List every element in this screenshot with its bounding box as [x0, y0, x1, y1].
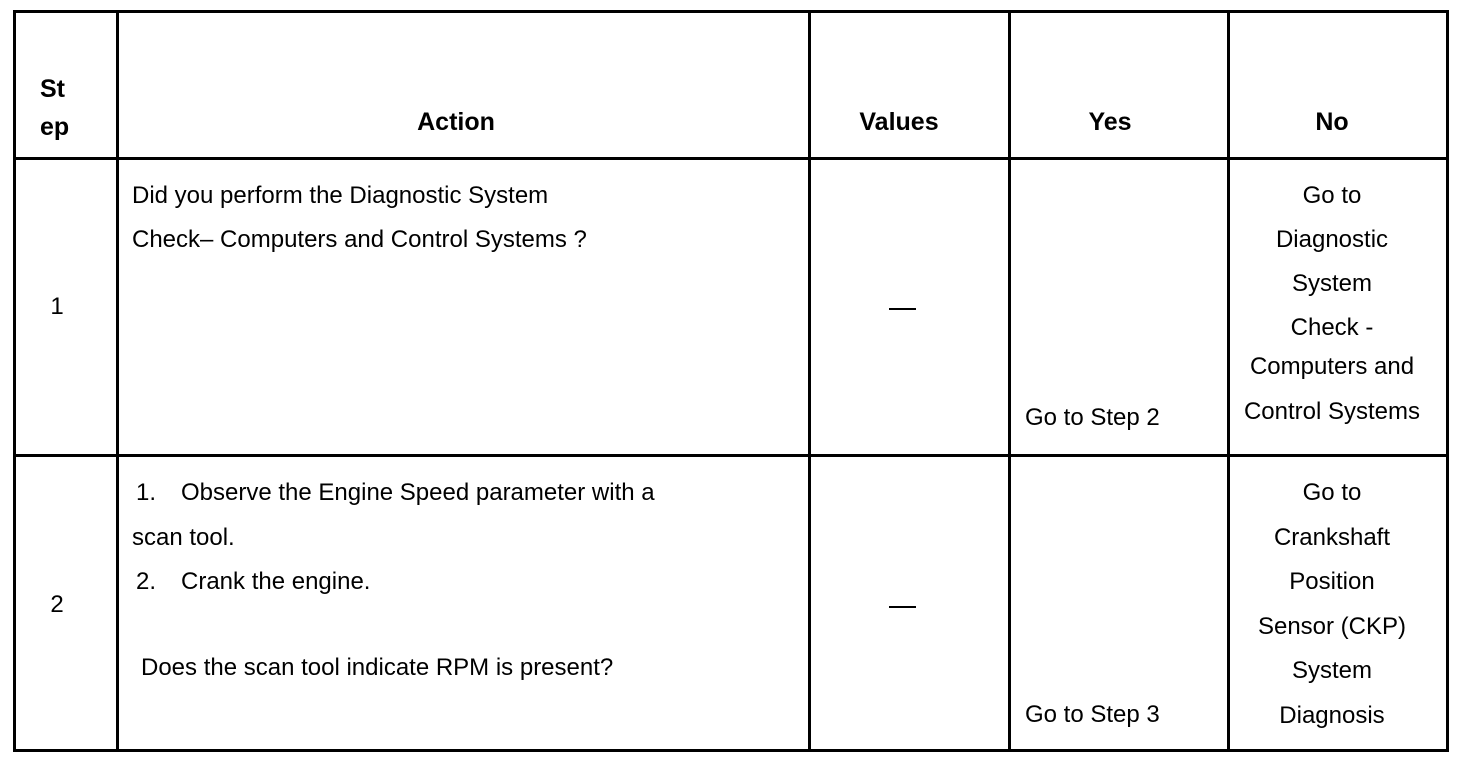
row-divider [16, 157, 1446, 160]
column-divider [808, 13, 811, 749]
header-action: Action [417, 108, 495, 136]
no-line: Check - [1290, 314, 1374, 341]
no-line: Computers and [1249, 353, 1415, 380]
no-line: System [1291, 270, 1372, 297]
no-line: Crankshaft [1273, 523, 1391, 551]
header-values: Values [859, 108, 939, 136]
header-step-line2: ep [40, 113, 70, 141]
step-number: 1 [50, 293, 64, 320]
action-question: Does the scan tool indicate RPM is present? [141, 654, 614, 681]
action-item-number: 1. [136, 479, 157, 506]
no-result [1228, 174, 1436, 440]
header-step [40, 70, 69, 146]
row-divider [16, 454, 1446, 457]
value-dash [889, 606, 916, 608]
no-line: Diagnostic [1275, 226, 1389, 253]
no-line: Position [1289, 568, 1375, 595]
no-line: Go to [1302, 479, 1362, 506]
action-line: Check– Computers and Control Systems ? [132, 226, 587, 253]
header-no: No [1315, 108, 1349, 136]
no-result [1228, 471, 1436, 738]
action-item-number: 2. [136, 568, 157, 595]
column-divider [1008, 13, 1011, 749]
header-step-line1: St [40, 75, 65, 103]
action-line: Did you perform the Diagnostic System [132, 182, 549, 209]
action-line: Observe the Engine Speed parameter with a [181, 479, 655, 506]
no-line: Diagnosis [1279, 701, 1385, 729]
header-yes: Yes [1088, 108, 1132, 136]
column-divider [116, 13, 119, 749]
no-line: Control Systems [1243, 398, 1421, 425]
value-dash [889, 308, 916, 310]
action-line: Crank the engine. [181, 568, 371, 595]
action-line: scan tool. [132, 524, 235, 551]
step-number: 2 [50, 591, 64, 618]
no-line: System [1291, 657, 1372, 684]
no-line: Go to [1302, 182, 1362, 209]
yes-result: Go to Step 3 [1025, 701, 1160, 728]
no-line: Sensor (CKP) [1257, 612, 1407, 640]
yes-result: Go to Step 2 [1025, 404, 1160, 431]
